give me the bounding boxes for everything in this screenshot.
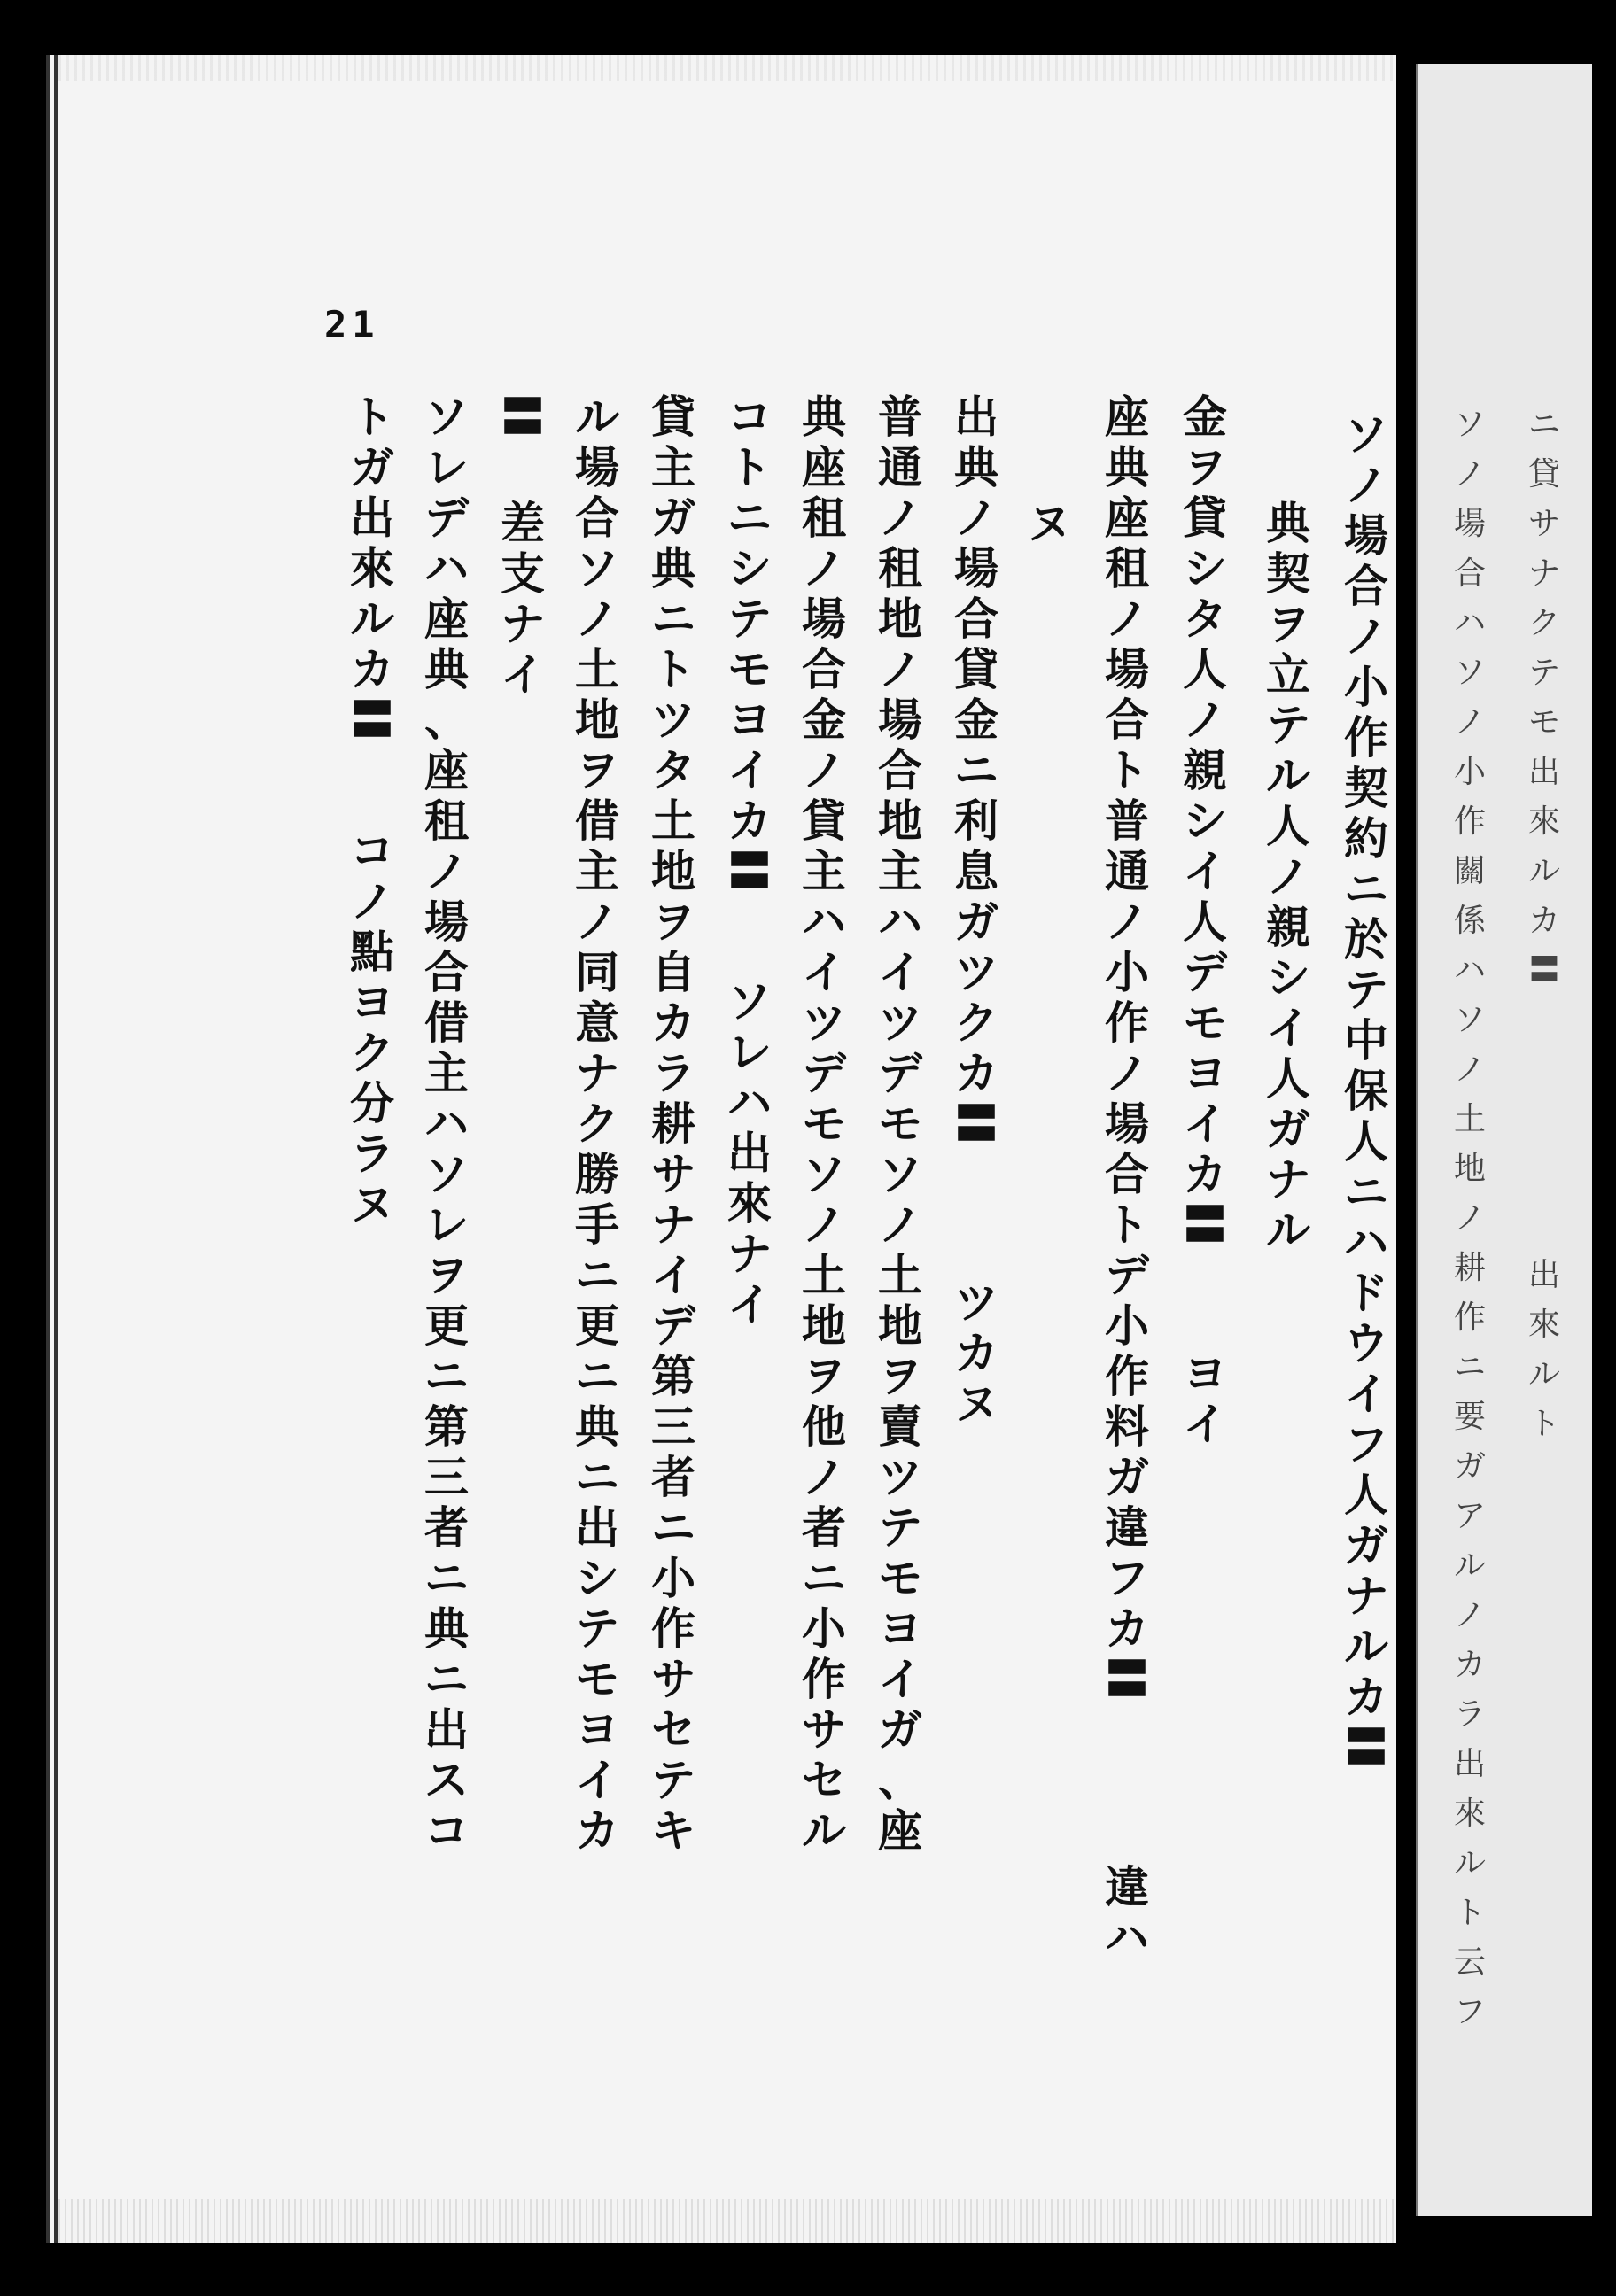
text-column: コノ點ヨク分ラヌ (350, 825, 394, 1230)
facing-page-column: ニ貸サナクテモ出來ルカ〓 (1527, 407, 1560, 989)
text-column: 普通ノ租地ノ場合地主ハイツデモソノ土地ヲ賣ツテモヨイガ、座 (878, 391, 922, 1857)
text-column: トガ出來ルカ〓 (350, 391, 394, 746)
text-column: ヨイ (1183, 1347, 1227, 1450)
text-column: 座典座租ノ場合ト普通ノ小作ノ場合トデ小作料ガ違フカ〓 (1105, 391, 1149, 1705)
page-number: 21 (324, 303, 380, 346)
facing-page-column: 出來ルト (1527, 1257, 1560, 1442)
facing-page (1416, 64, 1592, 2216)
text-column: ル場合ソノ土地ヲ借主ノ同意ナク勝手ニ更ニ典ニ出シテモヨイカ (575, 391, 619, 1857)
text-column: ソレハ出來ナイ (727, 975, 772, 1330)
facing-page-column: ソノ場合ハソノ小作關係ハソノ土地ノ耕作ニ要ガアルノカラ出來ルト云フ (1453, 407, 1486, 2030)
text-column: 差支ナイ (501, 497, 545, 701)
text-column: ソレデハ座典、座租ノ場合借主ハソレヲ更ニ第三者ニ典ニ出スコ (424, 391, 469, 1857)
text-column: 典契ヲ立テル人ノ親シイ人ガナル (1266, 497, 1310, 1256)
text-column: 〓 (501, 391, 545, 443)
text-column: 貸主ガ典ニトツタ土地ヲ自カラ耕サナイデ第三者ニ小作サセテキ (651, 391, 695, 1857)
text-column: ヌ (1027, 497, 1071, 549)
text-column: 出典ノ場合貸金ニ利息ガツクカ〓 (954, 391, 998, 1150)
text-column: 金ヲ貸シタ人ノ親シイ人デモヨイカ〓 (1183, 391, 1227, 1251)
book-page (46, 55, 1396, 2243)
text-column: 違ハ (1105, 1861, 1149, 1964)
text-column: ソノ場合ノ小作契約ニ於テ中保人ニハドウイフ人ガナルカ〓 (1344, 408, 1388, 1773)
text-column: コトニシテモヨイカ〓 (727, 391, 772, 897)
text-column: 典座租ノ場合金ノ貸主ハイツデモソノ土地ヲ他ノ者ニ小作サセル (802, 391, 846, 1857)
text-column: ツカヌ (954, 1276, 998, 1430)
